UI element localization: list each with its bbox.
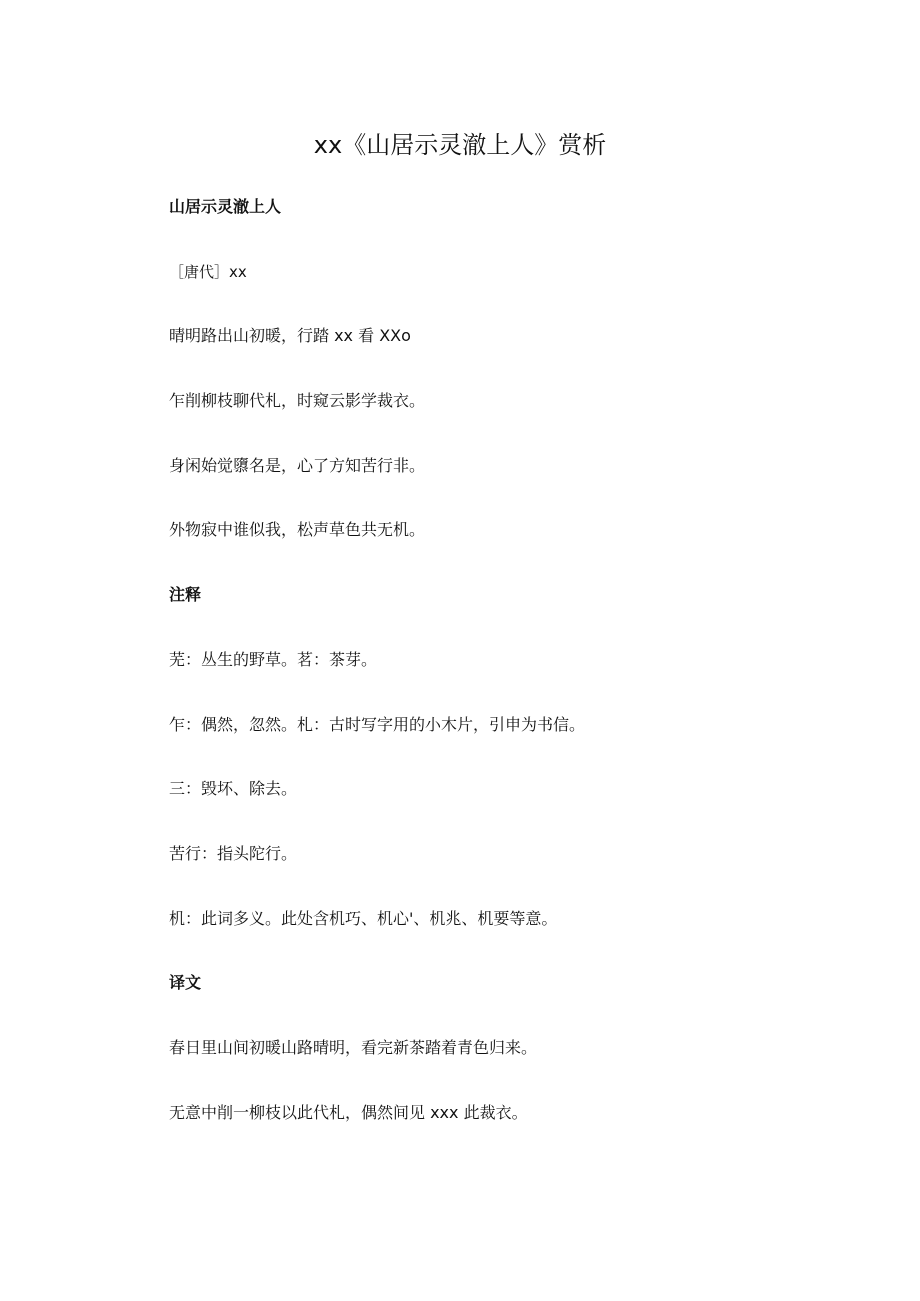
- note-5: 机：此词多义。此处含机巧、机心'、机兆、机要等意。: [169, 909, 558, 928]
- notes-heading: 注释: [169, 585, 202, 604]
- poem-line-3: 身闲始觉隳名是，心了方知苦行非。: [169, 456, 426, 475]
- document-title: xx《山居示灵澈上人》赏析: [313, 131, 607, 159]
- poem-line-1: 晴明路出山初暖，行踏 xx 看 XXo: [169, 326, 411, 345]
- dynasty-author: ［唐代］xx: [169, 263, 247, 281]
- translation-heading: 译文: [169, 973, 202, 992]
- note-3: 三：毁坏、除去。: [169, 779, 298, 798]
- translation-line-1: 春日里山间初暖山路晴明，看完新茶踏着青色归来。: [169, 1038, 538, 1057]
- note-2: 乍：偶然，忽然。札：古时写字用的小木片，引申为书信。: [169, 715, 586, 734]
- poem-line-4: 外物寂中谁似我，松声草色共无机。: [169, 520, 426, 539]
- poem-line-2: 乍削柳枝聊代札，时窥云影学裁衣。: [169, 391, 426, 410]
- note-1: 芜：丛生的野草。茗：茶芽。: [169, 650, 378, 669]
- translation-line-2: 无意中削一柳枝以此代札，偶然间见 xxx 此裁衣。: [169, 1103, 528, 1122]
- poem-heading: 山居示灵澈上人: [169, 197, 282, 216]
- note-4: 苦行：指头陀行。: [169, 844, 298, 863]
